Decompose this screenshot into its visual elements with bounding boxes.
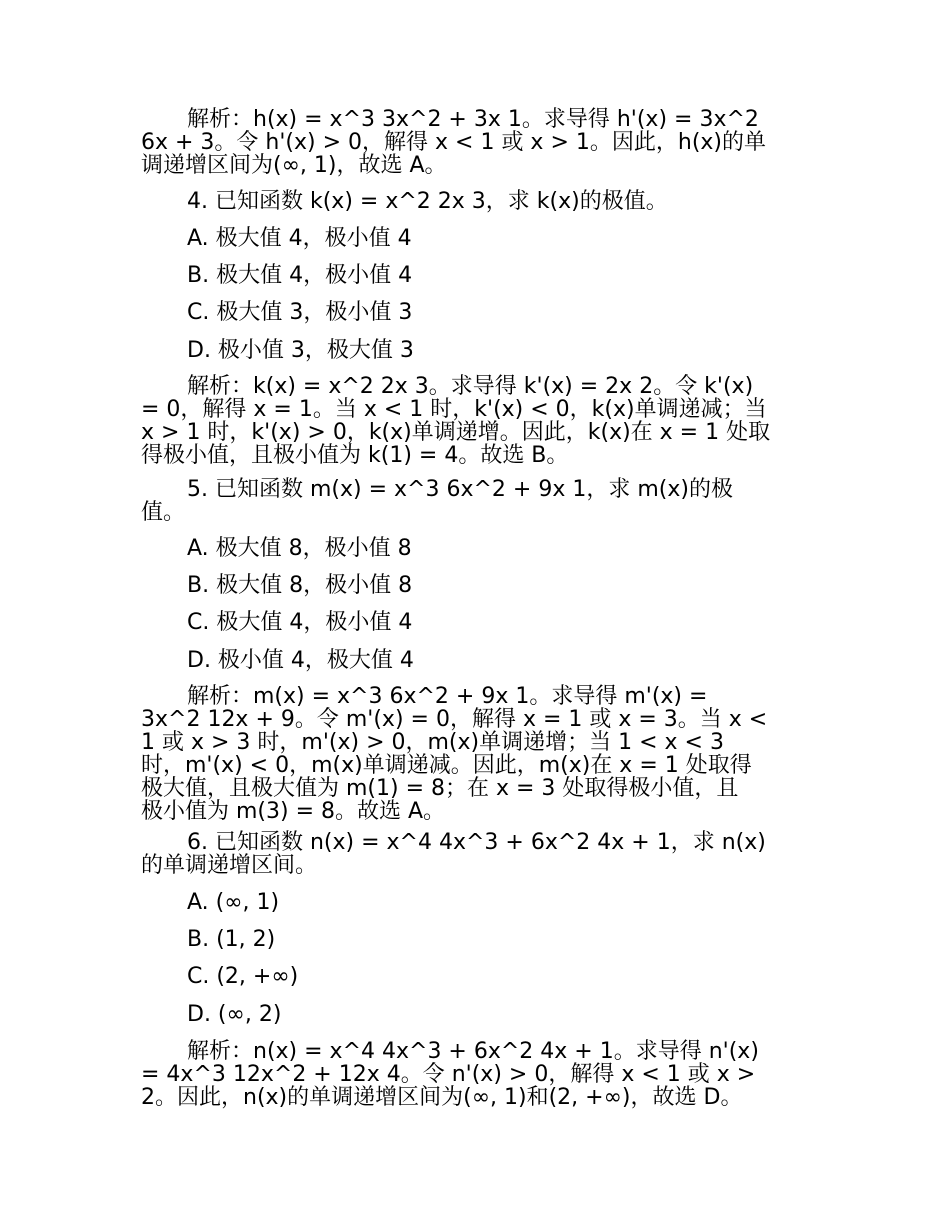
text-line: 2。因此，n(x)的单调递增区间为(∞, 1)和(2, +∞)，故选 D。 [141, 1085, 743, 1110]
text-line: 值。 [141, 500, 186, 525]
text-line: 6. 已知函数 n(x) = x^4 4x^3 + 6x^2 4x + 1，求 n(x) [187, 830, 766, 855]
text-line: = 0，解得 x = 1。当 x < 1 时，k'(x) < 0，k(x)单调递减；当 [141, 397, 767, 422]
option-a: A. (∞, 1) [187, 890, 280, 915]
question-6-stem [141, 831, 801, 877]
option-d: D. (∞, 2) [187, 1002, 282, 1027]
text-line: 得极小值，且极小值为 k(1) = 4。故选 B。 [141, 443, 569, 468]
analysis-q6 [141, 1040, 801, 1109]
analysis-q5 [141, 685, 801, 823]
question-5-stem [141, 478, 801, 524]
text-line: 6x + 3。令 h'(x) > 0，解得 x < 1 或 x > 1。因此，h(x)的单 [141, 130, 767, 155]
text-line: 3x^2 12x + 9。令 m'(x) = 0，解得 x = 1 或 x = 3。当 x < [141, 707, 768, 732]
option-b: B. 极大值 8，极小值 8 [187, 573, 413, 598]
option-c: C. 极大值 3，极小值 3 [187, 300, 413, 325]
option-d: D. 极小值 3，极大值 3 [187, 338, 414, 363]
text-line: x > 1 时，k'(x) > 0，k(x)单调递增。因此，k(x)在 x = 1 处取 [141, 420, 771, 445]
option-b: B. (1, 2) [187, 927, 276, 952]
text-line: 的单调递增区间。 [141, 853, 318, 878]
text-line: 5. 已知函数 m(x) = x^3 6x^2 + 9x 1，求 m(x)的极 [187, 477, 733, 502]
text-line: 解析：m(x) = x^3 6x^2 + 9x 1。求导得 m'(x) = [187, 684, 708, 709]
analysis-q3 [141, 108, 801, 177]
analysis-q4 [141, 375, 801, 467]
option-c: C. (2, +∞) [187, 964, 299, 989]
text-line: 调递增区间为(∞, 1)，故选 A。 [141, 153, 447, 178]
option-a: A. 极大值 8，极小值 8 [187, 536, 412, 561]
option-a: A. 极大值 4，极小值 4 [187, 226, 412, 251]
text-line: 时，m'(x) < 0，m(x)单调递减。因此，m(x)在 x = 1 处取得 [141, 753, 752, 778]
text-line: 极小值为 m(3) = 8。故选 A。 [141, 799, 446, 824]
text-line: 解析：k(x) = x^2 2x 3。求导得 k'(x) = 2x 2。令 k'(x) [187, 374, 754, 399]
option-b: B. 极大值 4，极小值 4 [187, 263, 413, 288]
text-line: 极大值，且极大值为 m(1) = 8；在 x = 3 处取得极小值，且 [141, 776, 739, 801]
text-line: 解析：h(x) = x^3 3x^2 + 3x 1。求导得 h'(x) = 3x^2 [187, 107, 759, 132]
option-d: D. 极小值 4，极大值 4 [187, 648, 414, 673]
text-line: 解析：n(x) = x^4 4x^3 + 6x^2 4x + 1。求导得 n'(x) [187, 1039, 759, 1064]
text-line: 1 或 x > 3 时，m'(x) > 0，m(x)单调递增；当 1 < x < 3 [141, 730, 724, 755]
text-line: = 4x^3 12x^2 + 12x 4。令 n'(x) > 0，解得 x < 1 或 x > [141, 1062, 756, 1087]
question-4-stem: 4. 已知函数 k(x) = x^2 2x 3，求 k(x)的极值。 [187, 189, 668, 214]
option-c: C. 极大值 4，极小值 4 [187, 610, 413, 635]
